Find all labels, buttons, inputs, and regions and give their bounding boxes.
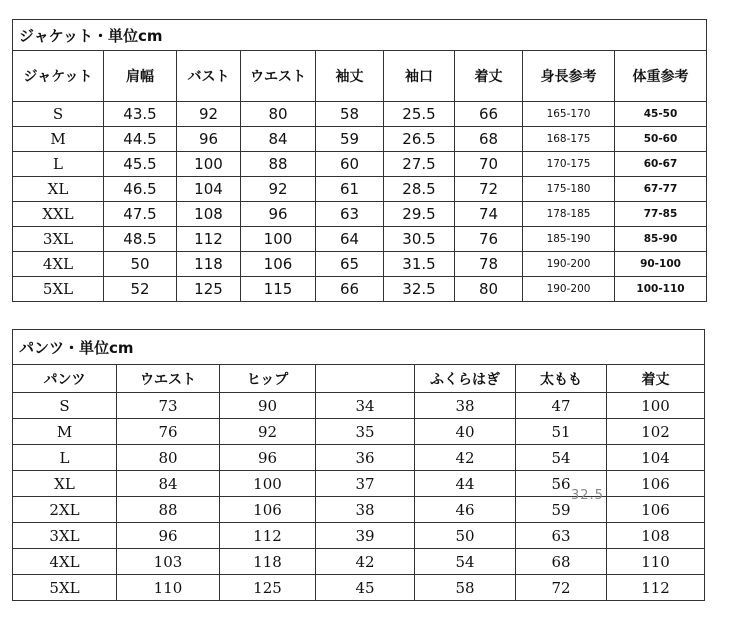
jacket-table-cell: 125 [177,277,241,302]
pants-table-title: パンツ・単位cm [13,330,705,365]
jacket-table-cell: 45-50 [615,102,707,127]
jacket-header-cell: 体重参考 [615,51,707,102]
jacket-header-cell: 袖丈 [316,51,384,102]
jacket-size-label: 4XL [13,252,104,277]
jacket-size-label: 5XL [13,277,104,302]
jacket-table-cell: 185-190 [523,227,615,252]
pants-table-cell: 92 [220,419,316,445]
pants-table-cell: 54 [415,549,516,575]
jacket-table-cell: 170-175 [523,152,615,177]
jacket-header-cell: 着丈 [455,51,523,102]
pants-table-cell: 47 [516,393,607,419]
jacket-header-cell: 肩幅 [104,51,177,102]
pants-table-cell: 90 [220,393,316,419]
jacket-table-cell: 68 [455,127,523,152]
jacket-table-row [13,202,707,227]
jacket-table-row [13,152,707,177]
pants-table-cell: 108 [607,523,705,549]
jacket-table-cell: 48.5 [104,227,177,252]
jacket-table-cell: 77-85 [615,202,707,227]
jacket-table-cell: 61 [316,177,384,202]
pants-size-label: 5XL [13,575,117,601]
jacket-table-title: ジャケット・単位cm [13,20,707,51]
jacket-table-row [13,277,707,302]
pants-size-label: XL [13,471,117,497]
jacket-size-label: M [13,127,104,152]
pants-table-row [13,393,705,419]
pants-table-cell: 102 [607,419,705,445]
jacket-table-cell: 46.5 [104,177,177,202]
pants-table-cell: 103 [117,549,220,575]
pants-table-cell: 34 [316,393,415,419]
pants-table-cell: 100 [607,393,705,419]
pants-table-cell: 54 [516,445,607,471]
pants-table-cell: 88 [117,497,220,523]
jacket-table-cell: 30.5 [384,227,455,252]
jacket-table-cell: 59 [316,127,384,152]
jacket-table-cell: 50-60 [615,127,707,152]
jacket-table-cell: 96 [177,127,241,152]
pants-table-cell: 80 [117,445,220,471]
jacket-table-cell: 32.5 [384,277,455,302]
jacket-table-cell: 66 [455,102,523,127]
pants-table-cell: 125 [220,575,316,601]
jacket-table-cell: 26.5 [384,127,455,152]
pants-table-cell: 110 [117,575,220,601]
jacket-table-cell: 74 [455,202,523,227]
pants-size-label: 2XL [13,497,117,523]
jacket-table-row [13,227,707,252]
pants-table-cell: 100 [220,471,316,497]
jacket-table-cell: 168-175 [523,127,615,152]
jacket-table-cell: 190-200 [523,277,615,302]
pants-header-cell [316,365,415,393]
jacket-table-cell: 65 [316,252,384,277]
pants-table-cell: 50 [415,523,516,549]
jacket-header-cell: 袖口 [384,51,455,102]
jacket-size-label: L [13,152,104,177]
pants-table-cell: 96 [220,445,316,471]
jacket-table-cell: 29.5 [384,202,455,227]
pants-header-cell: ウエスト [117,365,220,393]
jacket-table-cell: 106 [241,252,316,277]
jacket-table-cell: 25.5 [384,102,455,127]
jacket-table-row [13,252,707,277]
jacket-table-cell: 43.5 [104,102,177,127]
pants-size-label: M [13,419,117,445]
pants-table-cell: 51 [516,419,607,445]
jacket-table-cell: 44.5 [104,127,177,152]
pants-size-label: 4XL [13,549,117,575]
pants-table-cell: 72 [516,575,607,601]
jacket-table-cell: 92 [241,177,316,202]
jacket-table-cell: 190-200 [523,252,615,277]
jacket-size-label: XL [13,177,104,202]
jacket-table-cell: 100-110 [615,277,707,302]
jacket-table-cell: 78 [455,252,523,277]
pants-table-cell: 118 [220,549,316,575]
jacket-header-cell: ウエスト [241,51,316,102]
jacket-table-cell: 80 [455,277,523,302]
pants-table-cell: 68 [516,549,607,575]
jacket-table-cell: 88 [241,152,316,177]
pants-table-row [13,419,705,445]
jacket-table-cell: 90-100 [615,252,707,277]
pants-header-cell: 着丈 [607,365,705,393]
pants-table-cell: 76 [117,419,220,445]
pants-table-cell: 56 [516,471,607,497]
jacket-table-cell: 85-90 [615,227,707,252]
pants-header-cell: ヒップ [220,365,316,393]
pants-table-cell: 42 [415,445,516,471]
jacket-table-cell: 76 [455,227,523,252]
jacket-table-cell: 80 [241,102,316,127]
pants-table-row [13,523,705,549]
jacket-table-cell: 60-67 [615,152,707,177]
jacket-table-cell: 108 [177,202,241,227]
jacket-table-cell: 96 [241,202,316,227]
pants-table-cell: 39 [316,523,415,549]
jacket-size-label: XXL [13,202,104,227]
jacket-table-cell: 47.5 [104,202,177,227]
jacket-table-cell: 118 [177,252,241,277]
pants-table-cell: 45 [316,575,415,601]
jacket-table-cell: 112 [177,227,241,252]
pants-table-cell: 37 [316,471,415,497]
jacket-table-cell: 165-170 [523,102,615,127]
pants-table-cell: 106 [607,471,705,497]
jacket-table-cell: 28.5 [384,177,455,202]
jacket-size-label: S [13,102,104,127]
jacket-table-row [13,102,707,127]
jacket-table-row [13,177,707,202]
pants-table-cell: 112 [220,523,316,549]
pants-table-cell: 38 [316,497,415,523]
pants-size-label: S [13,393,117,419]
pants-table-cell: 46 [415,497,516,523]
jacket-table-cell: 50 [104,252,177,277]
jacket-table-cell: 67-77 [615,177,707,202]
jacket-table-cell: 100 [177,152,241,177]
pants-size-label: L [13,445,117,471]
jacket-table-cell: 70 [455,152,523,177]
jacket-size-table [12,19,707,302]
pants-table-cell: 44 [415,471,516,497]
pants-table-row [13,549,705,575]
jacket-table-cell: 104 [177,177,241,202]
watermark-text: 32.5 [571,488,604,503]
jacket-header-cell: 身長参考 [523,51,615,102]
jacket-table-cell: 84 [241,127,316,152]
jacket-header-row [13,51,707,102]
jacket-table-cell: 52 [104,277,177,302]
pants-table-cell: 35 [316,419,415,445]
jacket-table-cell: 178-185 [523,202,615,227]
pants-table-cell: 104 [607,445,705,471]
pants-table-cell: 106 [607,497,705,523]
pants-header-cell: ふくらはぎ [415,365,516,393]
jacket-header-cell: ジャケット [13,51,104,102]
jacket-table-cell: 60 [316,152,384,177]
jacket-table-cell: 45.5 [104,152,177,177]
jacket-table-cell: 58 [316,102,384,127]
jacket-table-cell: 100 [241,227,316,252]
pants-table-cell: 36 [316,445,415,471]
jacket-table-cell: 27.5 [384,152,455,177]
pants-table-cell: 73 [117,393,220,419]
pants-table-cell: 110 [607,549,705,575]
pants-table-cell: 38 [415,393,516,419]
pants-size-table [12,329,705,601]
pants-table-cell: 106 [220,497,316,523]
pants-table-cell: 42 [316,549,415,575]
jacket-table-cell: 175-180 [523,177,615,202]
pants-table-cell: 112 [607,575,705,601]
pants-table-cell: 63 [516,523,607,549]
jacket-table-cell: 66 [316,277,384,302]
jacket-size-label: 3XL [13,227,104,252]
jacket-header-cell: バスト [177,51,241,102]
pants-table-cell: 58 [415,575,516,601]
pants-size-label: 3XL [13,523,117,549]
pants-table-cell: 59 [516,497,607,523]
jacket-table-row [13,127,707,152]
pants-table-cell: 40 [415,419,516,445]
pants-header-cell: 太もも [516,365,607,393]
pants-table-cell: 96 [117,523,220,549]
jacket-table-cell: 31.5 [384,252,455,277]
jacket-table-cell: 72 [455,177,523,202]
jacket-table-cell: 115 [241,277,316,302]
jacket-table-cell: 64 [316,227,384,252]
pants-table-cell: 84 [117,471,220,497]
pants-header-row [13,365,705,393]
jacket-table-cell: 92 [177,102,241,127]
pants-table-row [13,575,705,601]
pants-header-cell: パンツ [13,365,117,393]
pants-table-row [13,445,705,471]
jacket-table-cell: 63 [316,202,384,227]
